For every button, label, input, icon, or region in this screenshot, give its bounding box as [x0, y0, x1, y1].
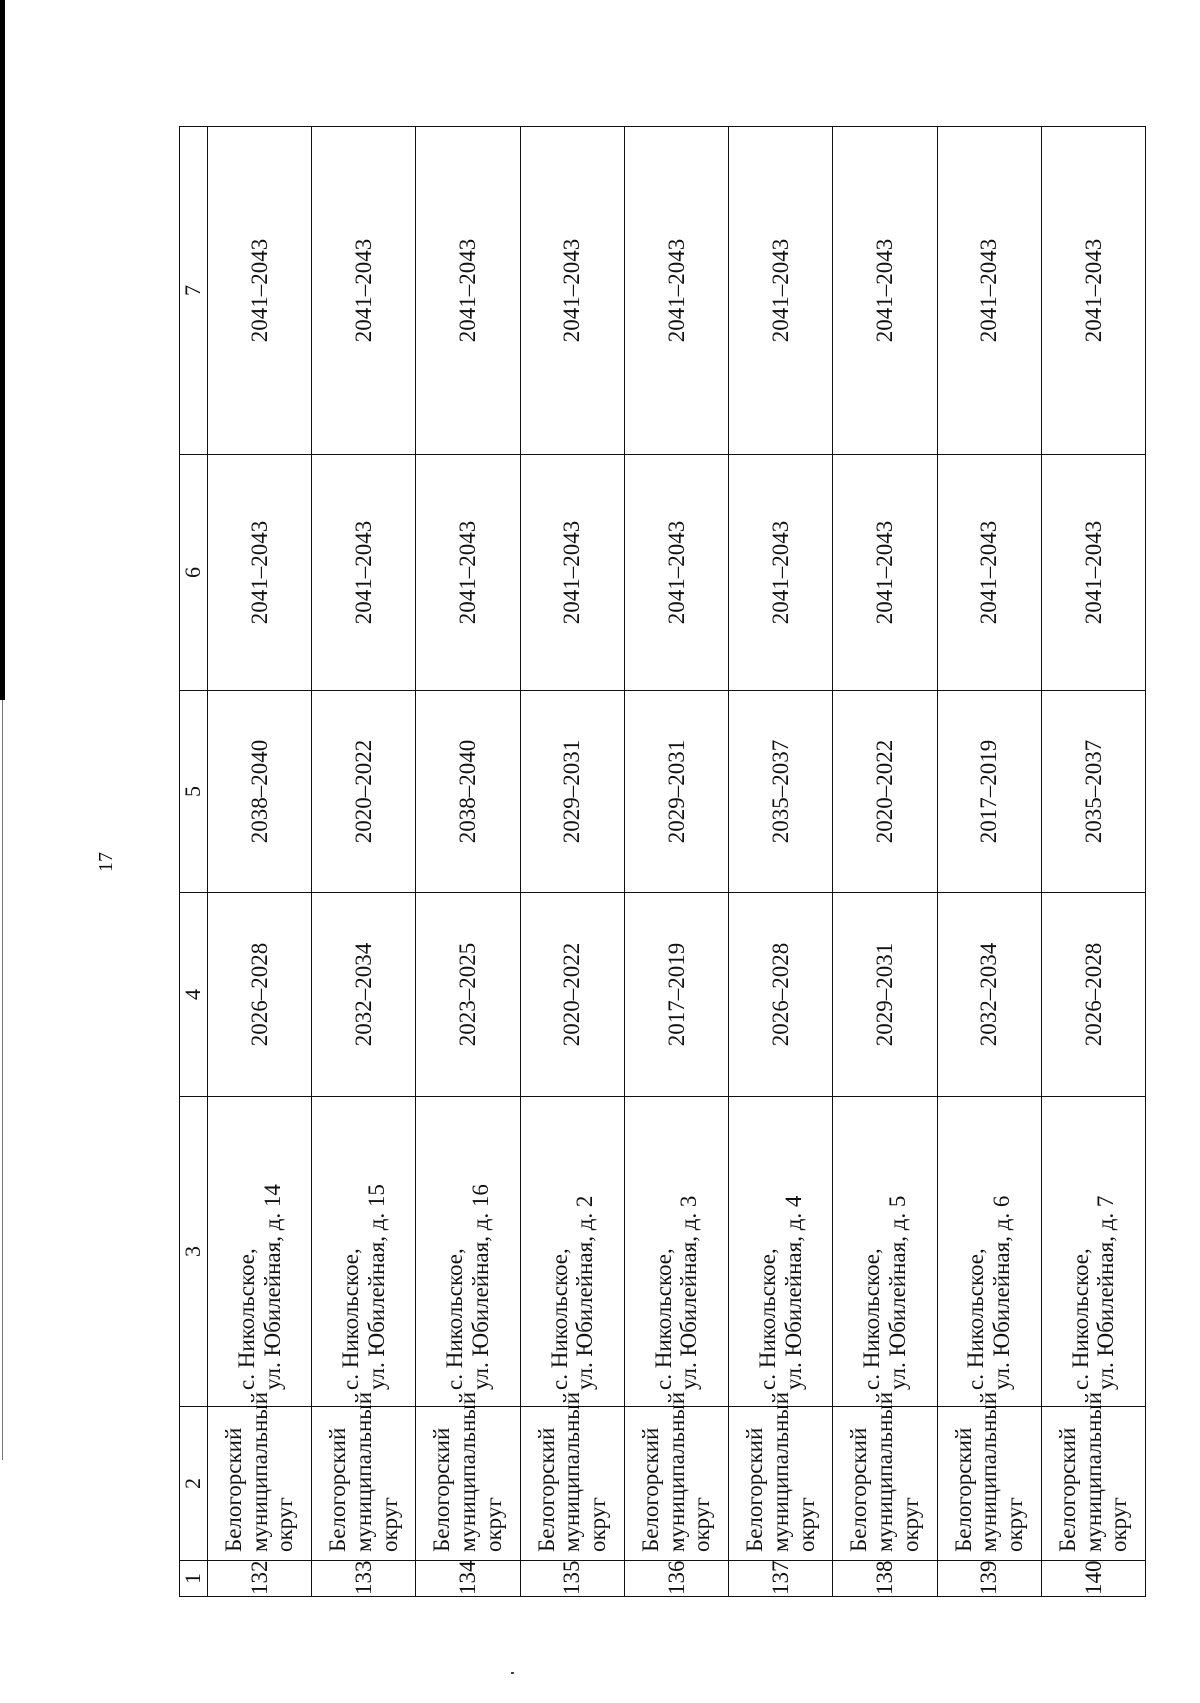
district-line: округ: [480, 1497, 506, 1552]
address-cell: [729, 1097, 833, 1407]
address-cell: [833, 1097, 937, 1407]
district-line: Белогорский: [220, 1427, 246, 1552]
address-line: ул. Юбилейная, д. 3: [676, 1195, 702, 1390]
address-cell: [208, 1097, 312, 1407]
row-number: 139: [937, 1561, 1041, 1597]
district-line: муниципальный: [663, 1391, 689, 1552]
period-cell-col6: 2041–2043: [729, 455, 833, 691]
address-cell: [624, 1097, 728, 1407]
column-header-2: 2: [180, 1407, 208, 1561]
column-header-5: 5: [180, 691, 208, 893]
period-cell-col4: 2023–2025: [416, 893, 520, 1097]
district-line: Белогорский: [325, 1427, 351, 1552]
period-cell-col4: 2032–2034: [312, 893, 416, 1097]
address-line: ул. Юбилейная, д. 5: [884, 1195, 910, 1390]
district-line: муниципальный: [350, 1391, 376, 1552]
row-number: 140: [1041, 1561, 1145, 1597]
column-header-1: 1: [180, 1561, 208, 1597]
scan-edge-line: [2, 700, 3, 1460]
address-line: ул. Юбилейная, д. 2: [572, 1195, 598, 1390]
address-line: с. Никольское,: [754, 1248, 780, 1390]
period-cell-col5: 2035–2037: [729, 691, 833, 893]
period-cell-col4: 2029–2031: [833, 893, 937, 1097]
district-line: муниципальный: [559, 1391, 585, 1552]
period-cell-col6: 2041–2043: [937, 455, 1041, 691]
address-line: с. Никольское,: [1067, 1248, 1093, 1390]
scan-speck: [511, 1672, 514, 1674]
table-row: [833, 127, 937, 1597]
table-row: [416, 127, 520, 1597]
column-header-4: 4: [180, 893, 208, 1097]
address-line: с. Никольское,: [859, 1248, 885, 1390]
period-cell-col5: 2035–2037: [1041, 691, 1145, 893]
district-line: муниципальный: [976, 1391, 1002, 1552]
address-cell: [416, 1097, 520, 1407]
address-cell: [1041, 1097, 1145, 1407]
district-line: муниципальный: [767, 1391, 793, 1552]
district-line: округ: [793, 1497, 819, 1552]
district-line: округ: [376, 1497, 402, 1552]
district-cell: [312, 1391, 416, 1561]
period-cell-col4: 2020–2022: [520, 893, 624, 1097]
period-cell-col7: 2041–2043: [312, 127, 416, 455]
period-cell-col7: 2041–2043: [833, 127, 937, 455]
period-cell-col4: 2032–2034: [937, 893, 1041, 1097]
address-line: с. Никольское,: [233, 1248, 259, 1390]
address-line: ул. Юбилейная, д. 14: [259, 1184, 285, 1390]
address-cell: [312, 1097, 416, 1407]
table-row: [729, 127, 833, 1597]
column-header-7: 7: [180, 127, 208, 455]
row-number: 133: [312, 1561, 416, 1597]
address-line: ул. Юбилейная, д. 15: [363, 1184, 389, 1390]
period-cell-col5: 2020–2022: [833, 691, 937, 893]
table-row: [312, 127, 416, 1597]
district-line: округ: [1002, 1497, 1028, 1552]
table-header-row: [180, 127, 208, 1597]
period-cell-col6: 2041–2043: [520, 455, 624, 691]
district-cell: [1041, 1391, 1145, 1561]
period-cell-col5: 2017–2019: [937, 691, 1041, 893]
page-number: 17: [95, 852, 117, 872]
period-cell-col7: 2041–2043: [624, 127, 728, 455]
district-line: Белогорский: [637, 1427, 663, 1552]
district-line: округ: [1106, 1497, 1132, 1552]
district-cell: [208, 1391, 312, 1561]
period-cell-col4: 2026–2028: [729, 893, 833, 1097]
address-cell: [937, 1097, 1041, 1407]
table-row: [1041, 127, 1145, 1597]
row-number: 135: [520, 1561, 624, 1597]
address-line: с. Никольское,: [650, 1248, 676, 1390]
table-row: [937, 127, 1041, 1597]
period-cell-col7: 2041–2043: [729, 127, 833, 455]
period-cell-col7: 2041–2043: [416, 127, 520, 455]
table-row: [208, 127, 312, 1597]
period-cell-col6: 2041–2043: [1041, 455, 1145, 691]
period-cell-col4: 2026–2028: [208, 893, 312, 1097]
district-line: округ: [897, 1497, 923, 1552]
period-cell-col4: 2026–2028: [1041, 893, 1145, 1097]
repair-schedule-table: [179, 126, 1146, 1597]
address-cell: [520, 1097, 624, 1407]
row-number: 136: [624, 1561, 728, 1597]
period-cell-col5: 2020–2022: [312, 691, 416, 893]
district-line: Белогорский: [533, 1427, 559, 1552]
row-number: 137: [729, 1561, 833, 1597]
district-cell: [520, 1391, 624, 1561]
period-cell-col7: 2041–2043: [520, 127, 624, 455]
district-line: муниципальный: [246, 1391, 272, 1552]
district-cell: [729, 1391, 833, 1561]
district-line: муниципальный: [872, 1391, 898, 1552]
period-cell-col5: 2038–2040: [416, 691, 520, 893]
period-cell-col6: 2041–2043: [624, 455, 728, 691]
table-row: [624, 127, 728, 1597]
district-cell: [937, 1391, 1041, 1561]
scan-edge-shadow: [0, 0, 5, 700]
district-line: округ: [272, 1497, 298, 1552]
period-cell-col7: 2041–2043: [1041, 127, 1145, 455]
address-line: ул. Юбилейная, д. 6: [989, 1195, 1015, 1390]
address-line: с. Никольское,: [546, 1248, 572, 1390]
period-cell-col6: 2041–2043: [208, 455, 312, 691]
column-header-3: 3: [180, 1097, 208, 1407]
district-line: муниципальный: [455, 1391, 481, 1552]
address-line: с. Никольское,: [442, 1248, 468, 1390]
table-row: [520, 127, 624, 1597]
district-line: Белогорский: [742, 1427, 768, 1552]
period-cell-col5: 2038–2040: [208, 691, 312, 893]
column-header-6: 6: [180, 455, 208, 691]
district-cell: [833, 1391, 937, 1561]
address-line: с. Никольское,: [338, 1248, 364, 1390]
period-cell-col5: 2029–2031: [624, 691, 728, 893]
district-line: Белогорский: [950, 1427, 976, 1552]
period-cell-col7: 2041–2043: [208, 127, 312, 455]
district-line: округ: [689, 1497, 715, 1552]
period-cell-col7: 2041–2043: [937, 127, 1041, 455]
rotated-table-container: [179, 127, 1146, 1597]
period-cell-col6: 2041–2043: [312, 455, 416, 691]
district-line: Белогорский: [429, 1427, 455, 1552]
address-line: ул. Юбилейная, д. 4: [780, 1195, 806, 1390]
address-line: с. Никольское,: [963, 1248, 989, 1390]
district-cell: [416, 1391, 520, 1561]
address-line: ул. Юбилейная, д. 16: [468, 1184, 494, 1390]
district-line: Белогорский: [1054, 1427, 1080, 1552]
period-cell-col5: 2029–2031: [520, 691, 624, 893]
district-line: Белогорский: [846, 1427, 872, 1552]
period-cell-col4: 2017–2019: [624, 893, 728, 1097]
row-number: 132: [208, 1561, 312, 1597]
row-number: 134: [416, 1561, 520, 1597]
row-number: 138: [833, 1561, 937, 1597]
district-line: округ: [585, 1497, 611, 1552]
district-cell: [624, 1391, 728, 1561]
period-cell-col6: 2041–2043: [416, 455, 520, 691]
address-line: ул. Юбилейная, д. 7: [1093, 1195, 1119, 1390]
period-cell-col6: 2041–2043: [833, 455, 937, 691]
district-line: муниципальный: [1080, 1391, 1106, 1552]
